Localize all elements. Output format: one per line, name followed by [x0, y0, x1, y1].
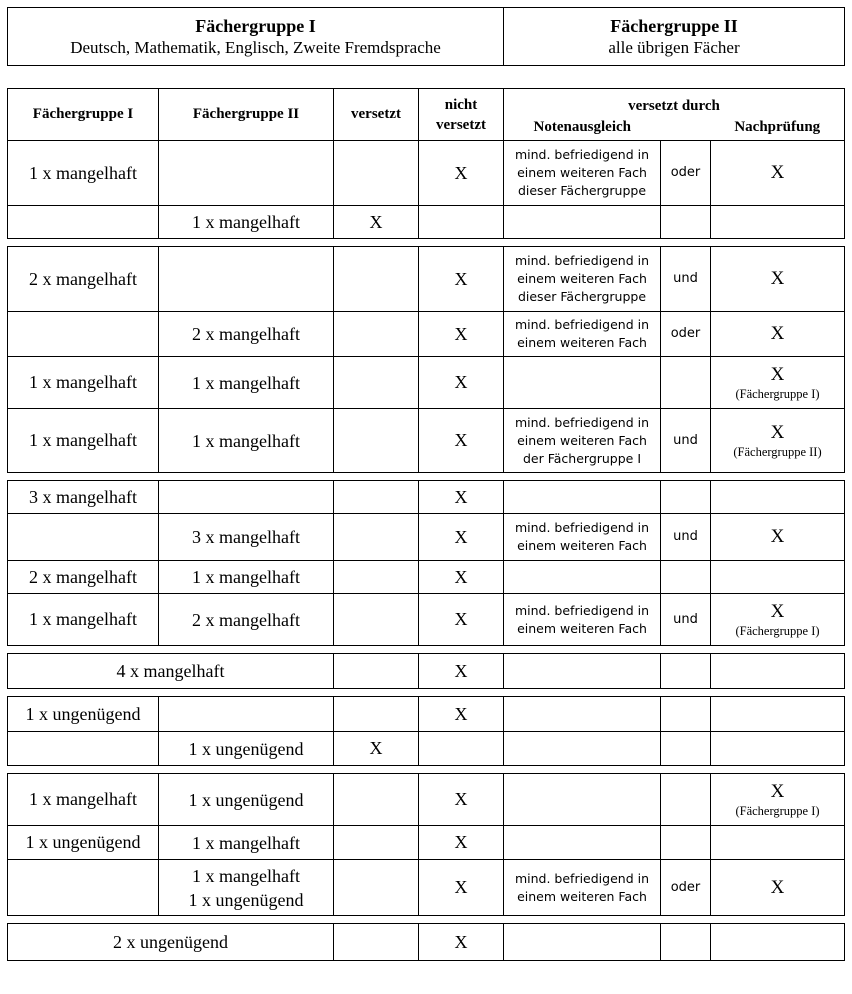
table-row	[8, 697, 845, 732]
table-row	[8, 654, 845, 689]
separator-cell	[8, 646, 845, 654]
conjunction: und	[661, 409, 711, 473]
grade-group-2	[159, 481, 334, 514]
grade-group-2: 1 x mangelhaft	[159, 409, 334, 473]
grade-group-1: 1 x mangelhaft	[8, 594, 159, 646]
separator-cell	[8, 473, 845, 481]
separator-cell	[8, 766, 845, 774]
conjunction	[661, 654, 711, 689]
row-separator	[8, 689, 845, 697]
nicht-versetzt-mark: X	[419, 774, 504, 826]
table-row	[8, 481, 845, 514]
grade-group-1: 1 x ungenügend	[8, 826, 159, 860]
group-1-legend	[8, 8, 504, 66]
versetzt-mark	[334, 481, 419, 514]
versetzt-mark	[334, 924, 419, 961]
nachpruefung-x: X	[770, 876, 785, 898]
nicht-versetzt-mark: X	[419, 247, 504, 312]
promotion-rules-table	[7, 88, 845, 961]
nachpruefung-x: X	[770, 323, 785, 344]
conjunction: und	[661, 247, 711, 312]
notenausgleich-condition	[504, 826, 661, 860]
notenausgleich-condition	[504, 924, 661, 961]
nachpruefung-mark	[711, 247, 845, 312]
grade-group-1	[8, 860, 159, 916]
separator-cell	[8, 239, 845, 247]
nachpruefung-mark	[711, 514, 845, 561]
grade-group-1	[8, 514, 159, 561]
table-row	[8, 561, 845, 594]
nachpruefung-x: X	[770, 268, 785, 289]
versetzt-mark	[334, 409, 419, 473]
grade-group-2: 1 x ungenügend	[159, 774, 334, 826]
nachpruefung-mark	[711, 206, 845, 239]
header-nachpruefung: Nachprüfung	[711, 115, 845, 141]
grade-group-2: 1 x mangelhaft 1 x ungenügend	[159, 860, 334, 916]
nachpruefung-mark	[711, 141, 845, 206]
grade-group-1: 2 x mangelhaft	[8, 561, 159, 594]
notenausgleich-condition: mind. befriedigend in einem weiteren Fach	[504, 312, 661, 357]
nicht-versetzt-mark: X	[419, 357, 504, 409]
nachpruefung-mark	[711, 481, 845, 514]
notenausgleich-condition: mind. befriedigend in einem weiteren Fach dieser Fächergruppe	[504, 141, 661, 206]
conjunction	[661, 561, 711, 594]
nachpruefung-mark	[711, 654, 845, 689]
nachpruefung-x: X	[770, 363, 785, 385]
versetzt-mark	[334, 561, 419, 594]
grade-group-2	[159, 141, 334, 206]
nicht-versetzt-mark: X	[419, 860, 504, 916]
row-separator	[8, 239, 845, 247]
nachpruefung-mark	[711, 774, 845, 826]
notenausgleich-condition: mind. befriedigend in einem weiteren Fach der Fächergruppe I	[504, 409, 661, 473]
row-separator	[8, 646, 845, 654]
table-row	[8, 860, 845, 916]
table-row	[8, 826, 845, 860]
row-separator	[8, 473, 845, 481]
table-row	[8, 594, 845, 646]
versetzt-mark	[334, 594, 419, 646]
conjunction	[661, 357, 711, 409]
nachpruefung-note: (Fächergruppe I)	[735, 623, 820, 638]
nachpruefung-mark	[711, 697, 845, 732]
row-separator	[8, 766, 845, 774]
versetzt-mark	[334, 826, 419, 860]
nachpruefung-mark	[711, 312, 845, 357]
table-row	[8, 247, 845, 312]
table-row	[8, 141, 845, 206]
grade-combined: 2 x ungenügend	[8, 924, 334, 961]
header-blank	[661, 115, 711, 141]
grade-group-1	[8, 206, 159, 239]
grade-group-2: 1 x mangelhaft	[159, 357, 334, 409]
grade-group-2	[159, 697, 334, 732]
nicht-versetzt-mark	[419, 206, 504, 239]
versetzt-mark	[334, 774, 419, 826]
group-1-description: Deutsch, Mathematik, Englisch, Zweite Fremdsprache	[70, 37, 441, 57]
versetzt-mark	[334, 312, 419, 357]
conjunction	[661, 697, 711, 732]
header-notenausgleich: Notenausgleich	[504, 115, 661, 141]
conjunction	[661, 826, 711, 860]
notenausgleich-condition: mind. befriedigend in einem weiteren Fach	[504, 594, 661, 646]
nicht-versetzt-mark: X	[419, 481, 504, 514]
notenausgleich-condition	[504, 561, 661, 594]
nachpruefung-note: (Fächergruppe I)	[735, 386, 820, 401]
versetzt-mark	[334, 514, 419, 561]
table-row	[8, 774, 845, 826]
versetzt-mark	[334, 357, 419, 409]
versetzt-mark	[334, 697, 419, 732]
header-versetzt-durch: versetzt durch	[504, 89, 845, 115]
nachpruefung-mark	[711, 860, 845, 916]
grade-group-1: 3 x mangelhaft	[8, 481, 159, 514]
table-row	[8, 206, 845, 239]
nachpruefung-mark	[711, 924, 845, 961]
conjunction	[661, 732, 711, 766]
grade-group-2: 3 x mangelhaft	[159, 514, 334, 561]
notenausgleich-condition	[504, 774, 661, 826]
nachpruefung-mark	[711, 826, 845, 860]
grade-group-1	[8, 732, 159, 766]
notenausgleich-condition	[504, 357, 661, 409]
table-row	[8, 514, 845, 561]
row-separator	[8, 916, 845, 924]
grade-group-1	[8, 312, 159, 357]
table-row	[8, 409, 845, 473]
grade-group-2: 1 x mangelhaft	[159, 561, 334, 594]
nachpruefung-note: (Fächergruppe I)	[735, 803, 820, 818]
grade-group-1: 1 x mangelhaft	[8, 409, 159, 473]
conjunction: und	[661, 594, 711, 646]
conjunction	[661, 774, 711, 826]
conjunction: oder	[661, 312, 711, 357]
notenausgleich-condition: mind. befriedigend in einem weiteren Fach	[504, 860, 661, 916]
nicht-versetzt-mark: X	[419, 697, 504, 732]
nicht-versetzt-mark: X	[419, 514, 504, 561]
nicht-versetzt-mark: X	[419, 561, 504, 594]
grade-group-2: 1 x ungenügend	[159, 732, 334, 766]
nachpruefung-mark	[711, 594, 845, 646]
nachpruefung-x: X	[770, 600, 785, 622]
grade-group-2	[159, 247, 334, 312]
grade-group-1: 1 x mangelhaft	[8, 141, 159, 206]
grade-group-1: 2 x mangelhaft	[8, 247, 159, 312]
header-group-2: Fächergruppe II	[159, 89, 334, 141]
versetzt-mark	[334, 654, 419, 689]
versetzt-mark: X	[334, 732, 419, 766]
notenausgleich-condition	[504, 481, 661, 514]
grade-group-2: 2 x mangelhaft	[159, 312, 334, 357]
grade-group-2: 2 x mangelhaft	[159, 594, 334, 646]
group-1-title: Fächergruppe I	[195, 15, 316, 36]
conjunction: oder	[661, 860, 711, 916]
grade-group-2: 1 x mangelhaft	[159, 206, 334, 239]
nicht-versetzt-mark: X	[419, 312, 504, 357]
header-nicht-versetzt: nicht versetzt	[419, 89, 504, 141]
conjunction: oder	[661, 141, 711, 206]
versetzt-mark	[334, 141, 419, 206]
nicht-versetzt-mark: X	[419, 141, 504, 206]
header-versetzt: versetzt	[334, 89, 419, 141]
header-group-1: Fächergruppe I	[8, 89, 159, 141]
nicht-versetzt-mark: X	[419, 654, 504, 689]
nicht-versetzt-mark: X	[419, 409, 504, 473]
nachpruefung-x: X	[770, 526, 785, 547]
notenausgleich-condition	[504, 206, 661, 239]
nicht-versetzt-mark	[419, 732, 504, 766]
group-2-description: alle übrigen Fächer	[608, 37, 740, 57]
nicht-versetzt-mark: X	[419, 826, 504, 860]
nachpruefung-note: (Fächergruppe II)	[733, 444, 822, 459]
group-2-title: Fächergruppe II	[610, 15, 738, 36]
conjunction	[661, 924, 711, 961]
nachpruefung-x: X	[770, 162, 785, 183]
notenausgleich-condition: mind. befriedigend in einem weiteren Fach dieser Fächergruppe	[504, 247, 661, 312]
versetzt-mark: X	[334, 206, 419, 239]
conjunction: und	[661, 514, 711, 561]
group-2-legend	[504, 8, 845, 66]
table-row	[8, 357, 845, 409]
nicht-versetzt-mark: X	[419, 594, 504, 646]
table-row	[8, 312, 845, 357]
nachpruefung-mark	[711, 409, 845, 473]
grade-combined: 4 x mangelhaft	[8, 654, 334, 689]
nachpruefung-mark	[711, 561, 845, 594]
conjunction	[661, 481, 711, 514]
grade-group-2: 1 x mangelhaft	[159, 826, 334, 860]
notenausgleich-condition	[504, 732, 661, 766]
versetzt-mark	[334, 247, 419, 312]
notenausgleich-condition	[504, 654, 661, 689]
notenausgleich-condition	[504, 697, 661, 732]
notenausgleich-condition: mind. befriedigend in einem weiteren Fach	[504, 514, 661, 561]
grade-group-1: 1 x mangelhaft	[8, 774, 159, 826]
separator-cell	[8, 689, 845, 697]
versetzt-mark	[334, 860, 419, 916]
table-row	[8, 732, 845, 766]
grade-group-1: 1 x mangelhaft	[8, 357, 159, 409]
subject-groups-legend	[7, 7, 845, 66]
nachpruefung-x: X	[770, 780, 785, 802]
nachpruefung-x: X	[770, 421, 785, 443]
table-row	[8, 924, 845, 961]
grade-group-1: 1 x ungenügend	[8, 697, 159, 732]
nachpruefung-mark	[711, 357, 845, 409]
nicht-versetzt-mark: X	[419, 924, 504, 961]
separator-cell	[8, 916, 845, 924]
nachpruefung-mark	[711, 732, 845, 766]
conjunction	[661, 206, 711, 239]
